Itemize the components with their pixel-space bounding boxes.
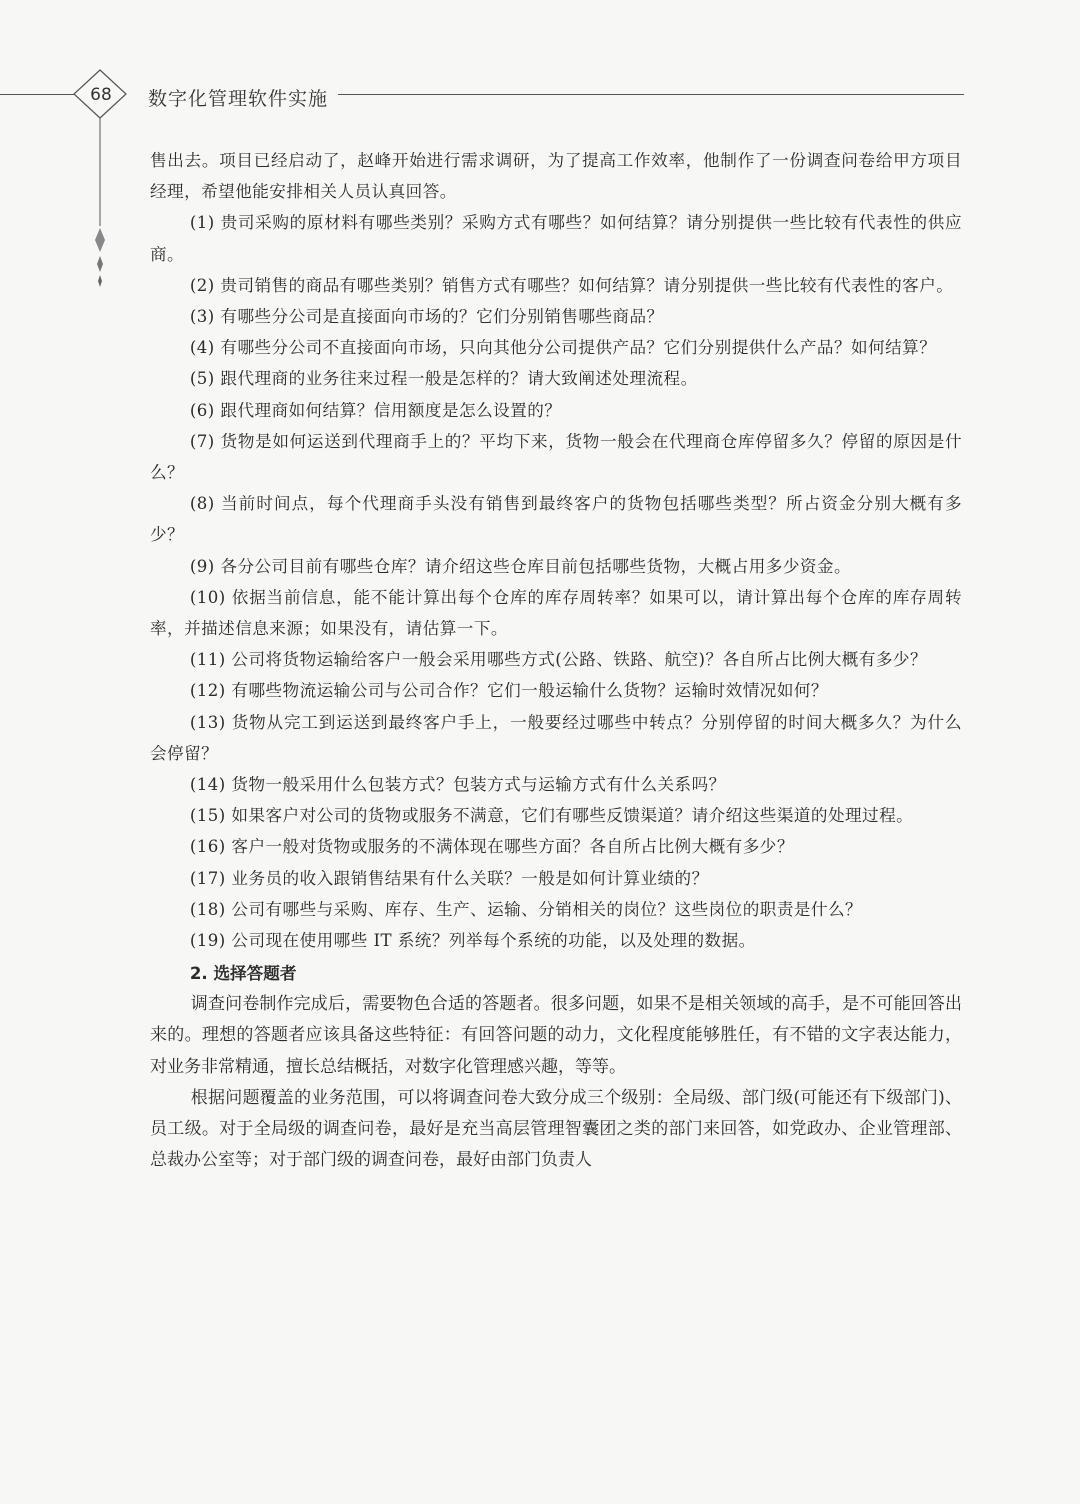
page-body [150,145,962,1177]
question-item: (7) 货物是如何运送到代理商手上的？平均下来，货物一般会在代理商仓库停留多久？停留的原因是什么？ [150,431,962,483]
question-item: (9) 各分公司目前有哪些仓库？请介绍这些仓库目前包括哪些货物，大概占用多少资金。 [189,556,852,576]
question-item: (8) 当前时间点，每个代理商手头没有销售到最终客户的货物包括哪些类型？所占资金分别大概有多少？ [150,494,962,545]
running-header-title: 数字化管理软件实施 [148,88,329,110]
question-item: (4) 有哪些分公司不直接面向市场，只向其他分公司提供产品？它们分别提供什么产品？如何结算？ [189,338,937,358]
question-item: (2) 贵司销售的商品有哪些类别？销售方式有哪些？如何结算？请分别提供一些比较有代表性的客户。 [189,275,954,295]
section-heading: 2. 选择答题者 [189,964,297,984]
question-item: (11) 公司将货物运输给客户一般会采用哪些方式(公路、铁路、航空)？各自所占比例大概有多少？ [189,650,928,670]
intro-paragraph: 售出去。项目已经启动了，赵峰开始进行需求调研，为了提高工作效率，他制作了一份调查问卷给甲方项目经理，希望他能安排相关人员认真回答。 [150,151,962,202]
section-paragraph: 根据问题覆盖的业务范围，可以将调查问卷大致分成三个级别：全局级、部门级(可能还有下级部门)、员工级。对于全局级的调查问卷，最好是充当高层管理智囊团之类的部门来回答，如党政办、企业管理部、总裁办公室等；对于部门级的调查问卷，最好由部门负责人 [150,1087,962,1171]
question-item: (15) 如果客户对公司的货物或服务不满意，它们有哪些反馈渠道？请介绍这些渠道的处理过程。 [189,806,914,826]
header-rule-left [0,94,78,95]
question-item: (19) 公司现在使用哪些 IT 系统？列举每个系统的功能，以及处理的数据。 [189,931,756,951]
section-paragraph: 调查问卷制作完成后，需要物色合适的答题者。很多问题，如果不是相关领域的高手，是不可能回答出来的。理想的答题者应该具备这些特征：有回答问题的动力，文化程度能够胜任，有不错的文字表达能力，对业务非常精通，擅长总结概括，对数字化管理感兴趣，等等。 [150,994,962,1077]
question-item: (6) 跟代理商如何结算？信用额度是怎么设置的？ [189,400,562,420]
question-item: (17) 业务员的收入跟销售结果有什么关联？一般是如何计算业绩的？ [189,868,709,888]
header-rule-right [338,94,964,95]
question-item: (12) 有哪些物流运输公司与公司合作？它们一般运输什么货物？运输时效情况如何？ [189,681,828,701]
question-item: (16) 客户一般对货物或服务的不满体现在哪些方面？各自所占比例大概有多少？ [189,837,794,857]
question-item: (1) 贵司采购的原材料有哪些类别？采购方式有哪些？如何结算？请分别提供一些比较有代表性的供应商。 [150,213,962,264]
question-item: (14) 货物一般采用什么包装方式？包装方式与运输方式有什么关系吗？ [189,775,726,795]
page-number: 68 [90,85,112,105]
question-item: (5) 跟代理商的业务往来过程一般是怎样的？请大致阐述处理流程。 [189,369,698,389]
question-item: (18) 公司有哪些与采购、库存、生产、运输、分销相关的岗位？这些岗位的职责是什么？ [189,899,863,919]
question-item: (13) 货物从完工到运送到最终客户手上，一般要经过哪些中转点？分别停留的时间大概多久？为什么会停留？ [150,712,962,763]
question-item: (10) 依据当前信息，能不能计算出每个仓库的库存周转率？如果可以，请计算出每个仓库的库存周转率，并描述信息来源；如果没有，请估算一下。 [150,587,962,639]
question-item: (3) 有哪些分公司是直接面向市场的？它们分别销售哪些商品？ [189,307,664,327]
